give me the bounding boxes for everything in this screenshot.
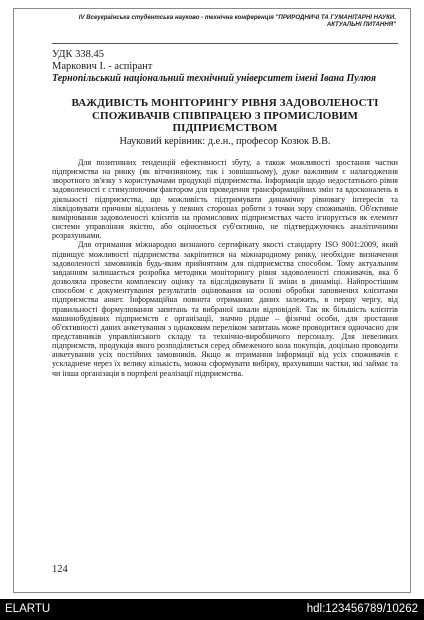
author-affiliation: Тернопільський національний технічний університет імені Івана Пулюя xyxy=(52,73,377,84)
body-paragraph-2: Для отримання міжнародно визнаного сертифікату якості стандарту ISO 9001:2009, який підвищує можливості підприємства закріпитися на міжнародному ринку, необхідне визначення задоволеності замовників будь-яким прийнятним для підприємства способом. Тому актуальним завданням залишається розробка методики моніторингу рівня задоволеності споживачів, яка б дозволяла провести комплексну оцінку та відслідковувати її зміни в динаміці. Найпростішим способом є документування результатів оцінювання на основі обробки заповнених клієнтами підприємства анкет. Інформаційна повнота отриманих даних залежить, в першу чергу, від правильності формулювання запитань та вибраної шкали відповідей. Так як більшість клієнтів машинобудівних підприємств є організації, значно рідше – фізичні особи, для зростання об'єктивності даних анкетування з однаковим переліком запитань може проводитися одночасно для представників управлінського складу та технічно-виробничого персоналу. Для невеликих підприємств, продукція якого розподіляється серед обмеженого кола покупців, доцільно проводити анкетування усіх постійних замовників. Якщо ж отримання інформації від усіх споживачів є ускладнене через їх велику кількість, можна сформувати вибірку, врахувавши частки, які займає та чи інша організація в портфелі реалізації підприємства. xyxy=(52,240,398,378)
conference-header-line2: АКТУАЛЬНІ ПИТАННЯ" xyxy=(326,21,396,29)
repository-name: ELARTU xyxy=(5,603,51,615)
header-divider xyxy=(52,43,398,44)
repository-footer-bar xyxy=(0,599,424,620)
article-title-line1: ВАЖДИВІСТЬ МОНІТОРИНГУ РІВНЯ ЗАДОВОЛЕНОСТІ xyxy=(71,97,379,109)
article-title-line3: ПІДПРИЄМСТВОМ xyxy=(172,122,278,135)
article-body xyxy=(52,158,398,378)
conference-header xyxy=(40,14,396,28)
page-number: 124 xyxy=(52,564,68,575)
udc-code: УДК 338.45 xyxy=(52,49,105,60)
conference-header-line1: IV Всеукраїнська студентська науково - технічна конференція "ПРИРОДНИЧІ ТА ГУМАНІТАРНІ НАУКИ. xyxy=(78,14,396,21)
body-paragraph-1: Для позитивних тенденцій ефективності збуту, а також можливості зростання частки підприємства на ринку (як вітчизняному, так і зовнішньому), дуже важливим є налагодження зворотного зв'язку з користувачами продукції підприємства. Інформація щодо недостатнього рівня задоволеності є стимулюючим фактором для проведення трансформаційних змін та вдосконалень в діяльності підприємства, що можливість підтримувати динамічну рівновагу інтересів та ліквідовувати причини відхилень у певних сторонах роботи з точки зору споживачів. Об'єктивне вимірювання задоволеності клієнтів на промислових підприємствах часто ігнорується як елемент системи управління якістю, або оцінюється суб'єктивно, не підтверджуючись аналітичними розрахунками. xyxy=(52,158,398,241)
article-title xyxy=(52,97,398,135)
scientific-advisor: Науковий керівник: д.е.н., професор Козюк В.В. xyxy=(119,136,331,147)
article-title-line2: СПОЖИВАЧІВ СПІВПРАЦЕЮ З ПРОМИСЛОВИМ xyxy=(92,109,358,122)
handle-identifier[interactable]: hdl:123456789/10262 xyxy=(306,603,418,615)
author-name: Маркович І. - аспірант xyxy=(52,61,153,72)
